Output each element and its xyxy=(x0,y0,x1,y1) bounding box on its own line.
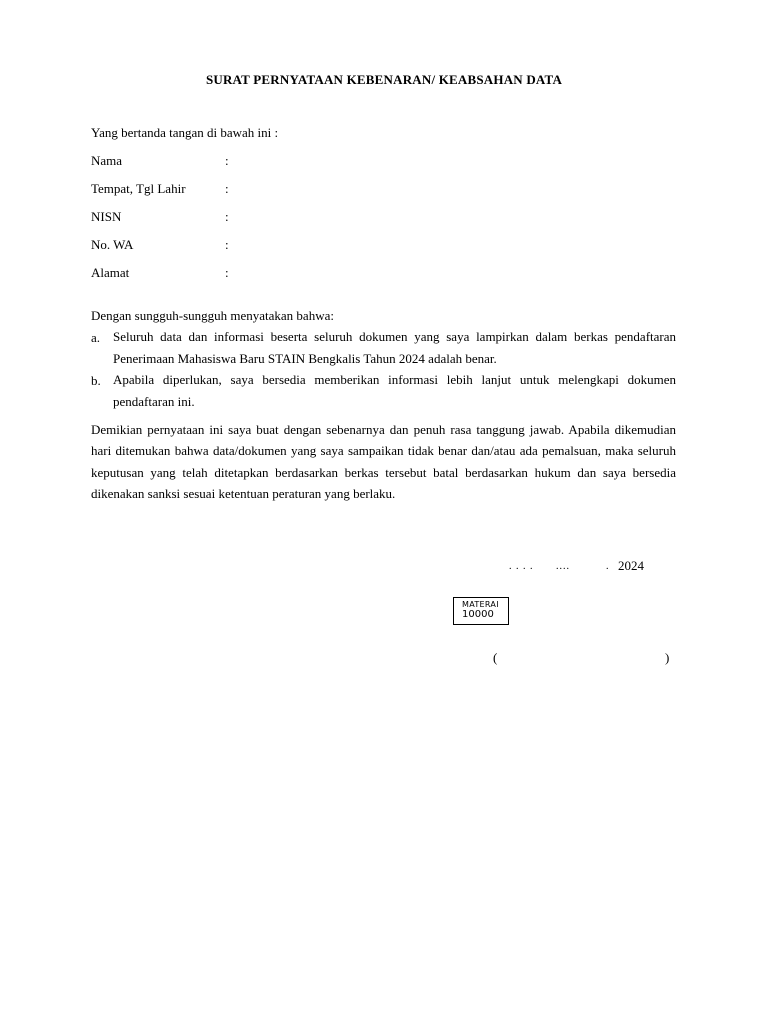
field-label-nama: Nama xyxy=(91,153,123,168)
signature-year: 2024 xyxy=(618,558,644,573)
signature-open-paren: ( xyxy=(493,650,498,665)
field-label-no-wa: No. WA xyxy=(91,237,134,252)
field-separator: : xyxy=(225,153,229,168)
list-marker-b: b. xyxy=(91,373,101,388)
field-separator: : xyxy=(225,265,229,280)
field-separator: : xyxy=(225,209,229,224)
signature-close-paren: ) xyxy=(665,650,670,665)
materai-stamp-box xyxy=(453,597,509,625)
statement-item-b: Apabila diperlukan, saya bersedia memberikan informasi lebih lanjut untuk melengkapi dokumen pendaftaran ini. xyxy=(113,372,676,409)
field-label-tempat-tgl-lahir: Tempat, Tgl Lahir xyxy=(91,181,186,196)
statement-intro: Dengan sungguh-sungguh menyatakan bahwa: xyxy=(91,308,334,323)
statement-item-a: Seluruh data dan informasi beserta seluruh dokumen yang saya lampirkan dalam berkas pendaftaran Penerimaan Mahasiswa Baru STAIN Bengkalis Tahun 2024 adalah benar. xyxy=(113,329,676,366)
intro-text: Yang bertanda tangan di bawah ini : xyxy=(91,125,279,140)
month-placeholder: . xyxy=(606,561,610,572)
place-placeholder: . . . . xyxy=(509,561,534,572)
day-placeholder: .... xyxy=(556,561,570,572)
field-label-alamat: Alamat xyxy=(91,265,130,280)
closing-paragraph: Demikian pernyataan ini saya buat dengan sebenarnya dan penuh rasa tanggung jawab. Apabila dikemudian hari ditemukan bahwa data/dokumen yang saya sampaikan tidak benar dan/atau ada pemalsuan, maka seluruh keputusan yang telah ditetapkan berdasarkan berkas tersebut batal berdasarkan hukum dan saya bersedia dikenakan sanksi sesuai ketentuan peraturan yang berlaku. xyxy=(91,422,676,501)
field-label-nisn: NISN xyxy=(91,209,122,224)
materai-value: 10000 xyxy=(462,609,494,620)
materai-label: MATERAI xyxy=(462,600,499,609)
field-separator: : xyxy=(225,237,229,252)
document-title: SURAT PERNYATAAN KEBENARAN/ KEABSAHAN DATA xyxy=(205,72,563,87)
field-separator: : xyxy=(225,181,229,196)
list-marker-a: a. xyxy=(91,330,101,345)
